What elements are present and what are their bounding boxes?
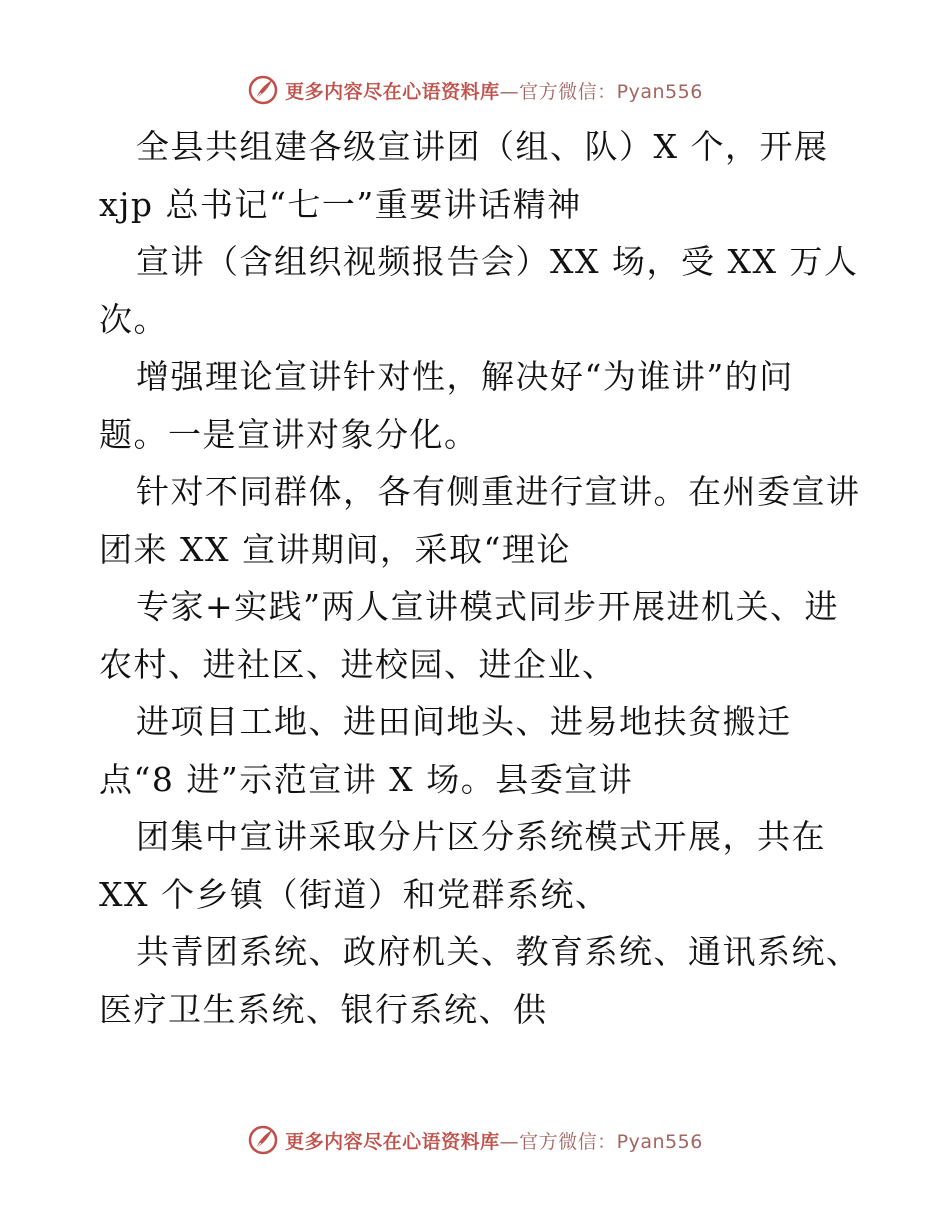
paragraph-line: 宣讲（含组织视频报告会）XX 场，受 XX 万人 [136,242,859,281]
footer-banner-dash: — [499,1130,520,1153]
quill-pen-circle-icon [247,1124,279,1156]
paragraph-line: 进项目工地、进田间地头、进易地扶贫搬迁 [136,702,792,741]
paragraph-line: XX 个乡镇（街道）和党群系统、 [99,874,610,914]
header-banner-sub: 官方微信：Pyan556 [519,80,703,103]
quill-pen-circle-icon [247,74,279,106]
paragraph-line: 增强理论宣讲针对性，解决好“为谁讲”的问 [136,357,794,396]
paragraph-line: 题。一是宣讲对象分化。 [99,414,479,454]
paragraph-line: 针对不同群体，各有侧重进行宣讲。在州委宣讲 [136,472,861,511]
header-banner-dash: — [499,80,520,103]
paragraph-line: 专家+实践”两人宣讲模式同步开展进机关、进 [136,587,840,626]
paragraph-line: 团集中宣讲采取分片区分系统模式开展，共在 [136,817,826,856]
header-banner-main: 更多内容尽在心语资料库 [285,80,500,103]
paragraph-line: 农村、进社区、进校园、进企业、 [99,644,617,684]
header-banner-text [285,77,703,104]
document-body [99,118,859,1038]
footer-banner-main: 更多内容尽在心语资料库 [285,1130,500,1153]
footer-banner [0,1120,950,1160]
footer-banner-text [285,1127,703,1154]
paragraph-line: 点“8 进”示范宣讲 X 场。县委宣讲 [99,759,634,799]
paragraph-line: 团来 XX 宣讲期间，采取“理论 [99,529,571,569]
footer-banner-sub: 官方微信：Pyan556 [519,1130,703,1153]
paragraph-line: 医疗卫生系统、银行系统、供 [99,989,548,1029]
paragraph-line: 次。 [99,299,168,339]
paragraph-line: xjp 总书记“七一”重要讲话精神 [99,184,582,224]
paragraph-line: 全县共组建各级宣讲团（组、队）X 个，开展 [136,127,829,166]
paragraph-line: 共青团系统、政府机关、教育系统、通讯系统、 [136,932,861,971]
header-banner [0,70,950,110]
